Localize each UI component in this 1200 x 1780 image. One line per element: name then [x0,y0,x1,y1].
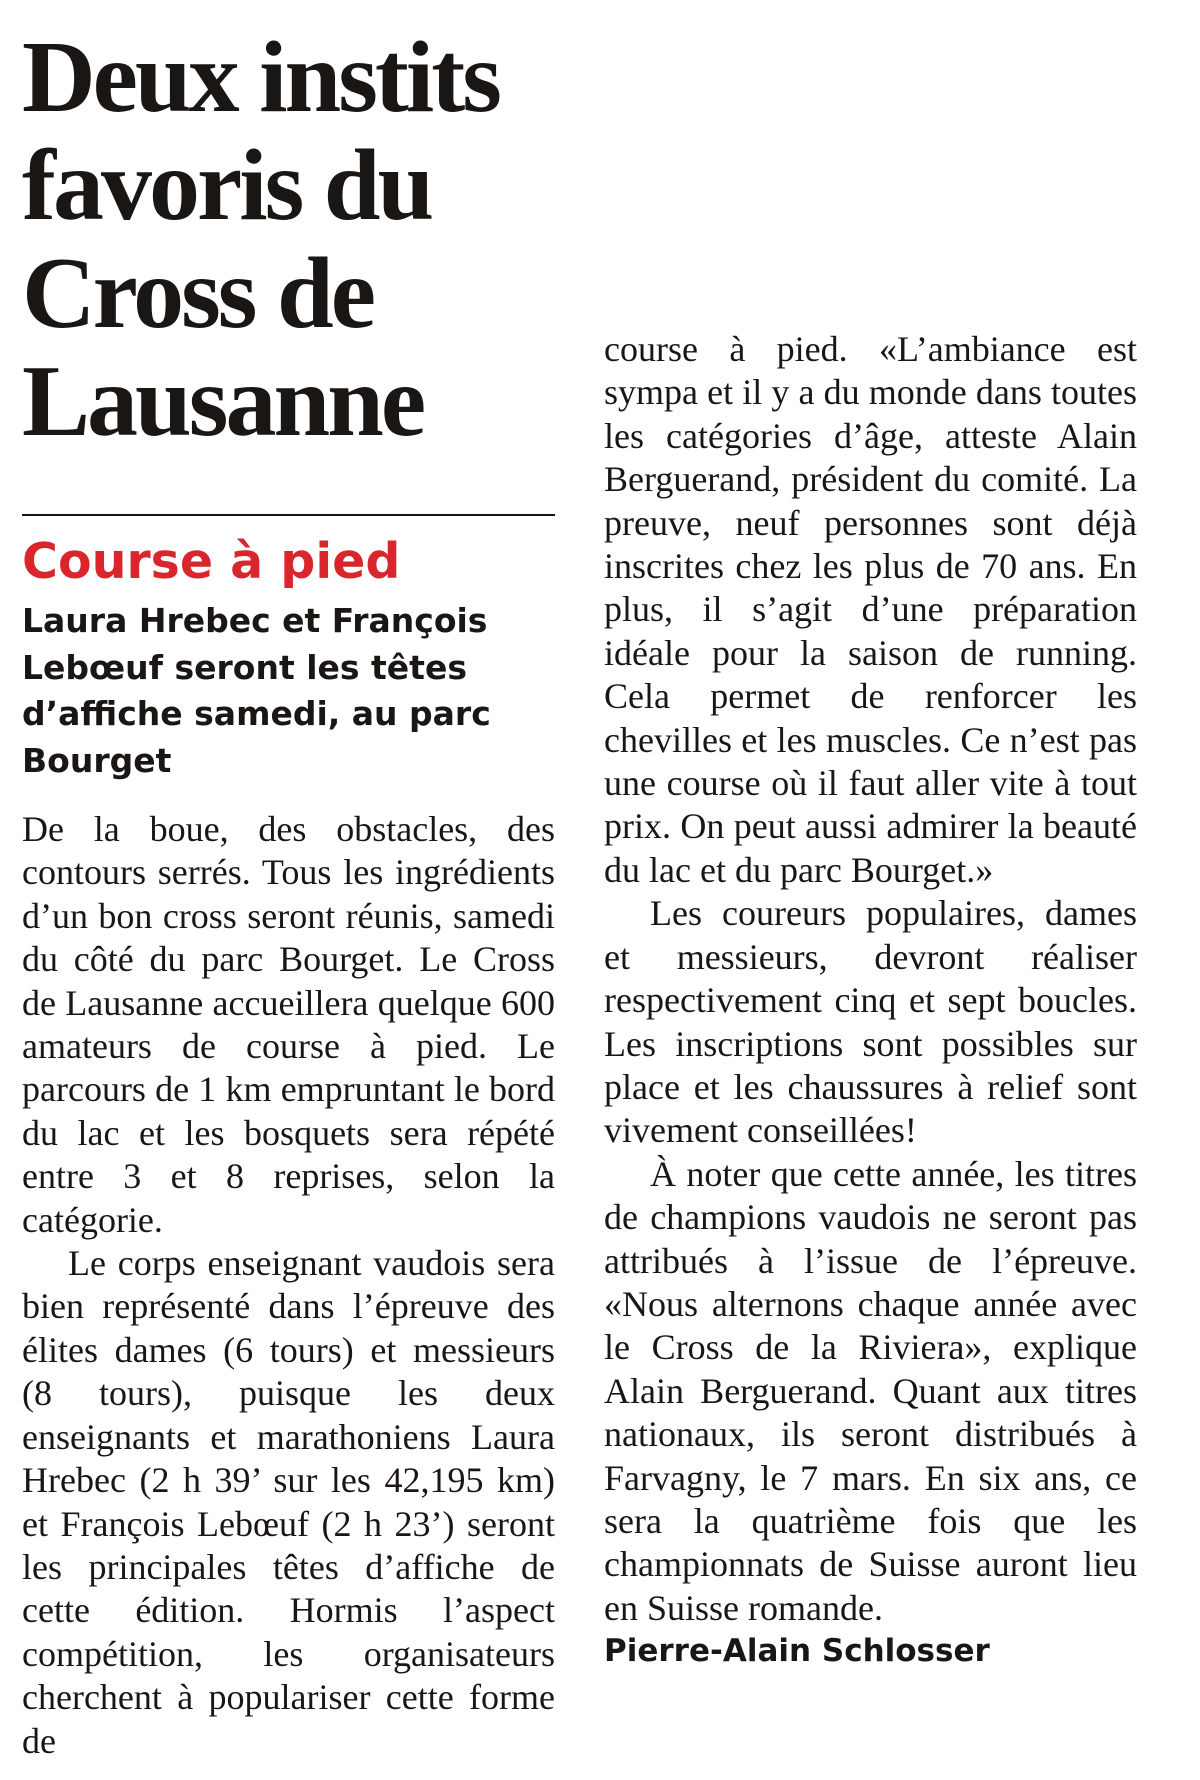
lead-paragraph: Laura Hrebec et François Lebœuf seront les têtes d’affiche samedi, au parc Bourget [22,601,491,780]
body-paragraph: À noter que cette année, les titres de champions vaudois ne seront pas attribués à l’issue de l’épreuve. «Nous alternons chaque année avec le Cross de la Riviera», explique Alain Berguerand. Quant aux titres nationaux, ils seront distribués à Farvagny, le 7 mars. En six ans, ce sera la quatrième fois que les championnats de Suisse auront lieu en Suisse romande. [604,1153,1137,1628]
headline: Deux instits favoris du Cross de Lausanne [22,21,499,458]
body-paragraph: Les coureurs populaires, dames et messieurs, devront réaliser respectivement cinq et sept boucles. Les inscriptions sont possibles sur place et les chaussures à relief sont vivement conseillées! [604,893,1137,1151]
author-byline: Pierre-Alain Schlosser [604,1633,990,1670]
body-paragraph: Le corps enseignant vaudois sera bien représenté dans l’épreuve des élites dames (6 tours) et messieurs (8 tours), puisque les deux enseignants et marathoniens Laura Hrebec (2 h 39’ sur les 42,195 km) et François Lebœuf (2 h 23’) seront les principales têtes d’affiche de cette édition. Hormis l’aspect compétition, les organisateurs cherchent à populariser cette forme de [22,1243,555,1761]
body-paragraph: course à pied. «L’ambiance est sympa et il y a du monde dans toutes les catégories d’âge, atteste Alain Berguerand, président du comité. La preuve, neuf personnes sont déjà inscrites chez les plus de 70 ans. En plus, il s’agit d’une préparation idéale pour la saison de running. Cela permet de renforcer les chevilles et les muscles. Ce n’est pas une course où il faut aller vite à tout prix. On peut aussi admirer la beauté du lac et du parc Bourget.» [604,329,1137,890]
body-paragraph: De la boue, des obstacles, des contours serrés. Tous les ingrédients d’un bon cross seront réunis, samedi du côté du parc Bourget. Le Cross de Lausanne accueillera quelque 600 amateurs de course à pied. Le parcours de 1 km empruntant le bord du lac et les bosquets sera répété entre 3 et 8 reprises, selon la catégorie. [22,809,555,1240]
article-column-1 [22,808,555,1763]
article-column-2 [604,328,1137,1673]
section-kicker: Course à pied [22,533,401,590]
headline-divider [22,514,555,516]
